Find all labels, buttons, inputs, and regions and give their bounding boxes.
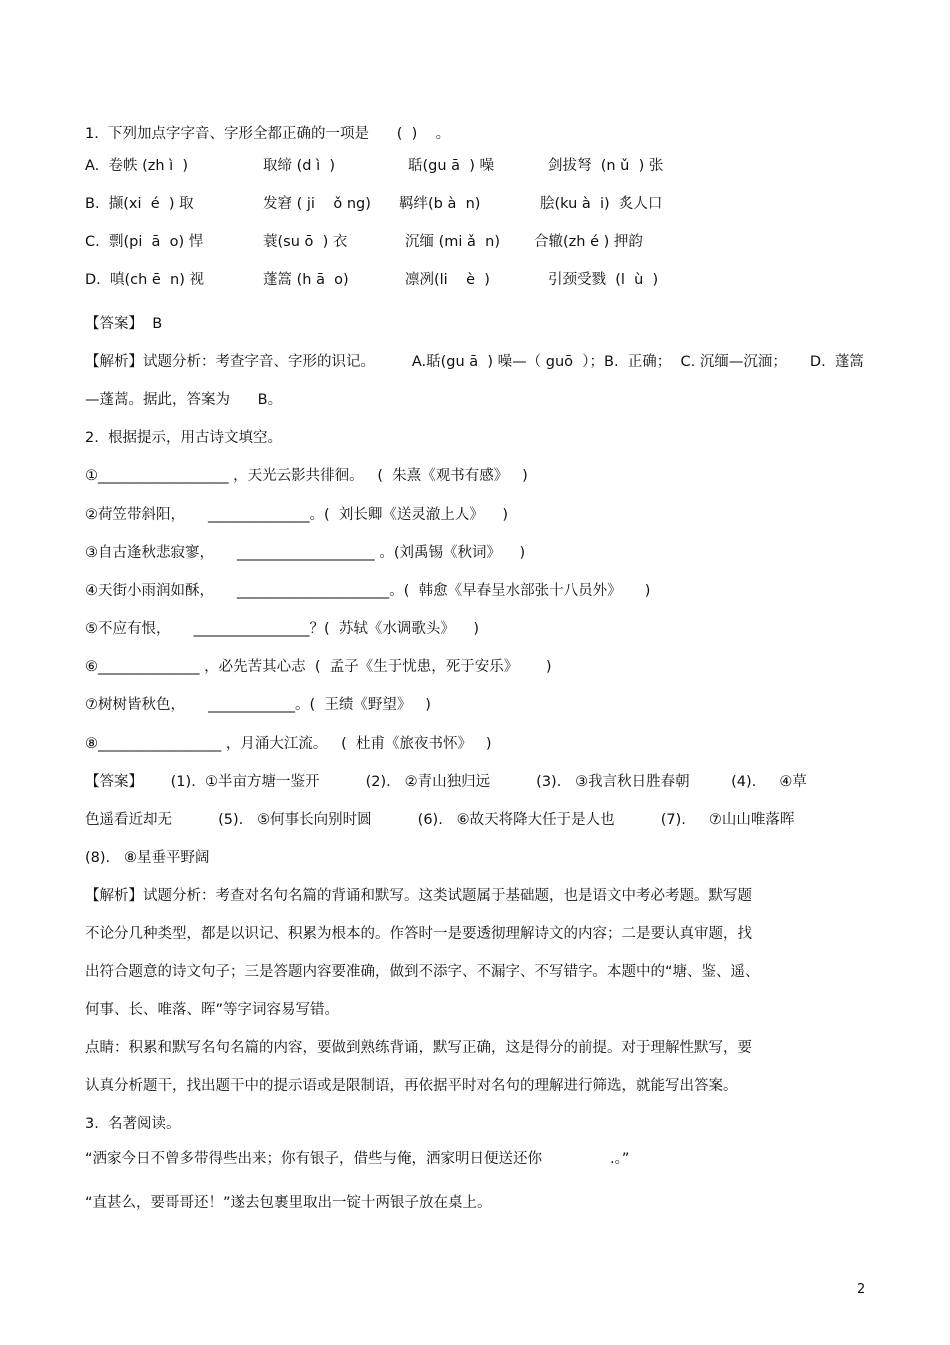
q1-option-c-col4: 合辙(zh é ) 押韵 bbox=[534, 234, 643, 250]
q2-tip-line-2: 认真分析题干，找出题干中的提示语或是限制语，再依据平时对名句的理解进行筛选，就能写出答案。 bbox=[85, 1078, 738, 1094]
q1-option-b-col4: 脍(ku à i) 炙人口 bbox=[540, 196, 663, 212]
q2-analysis-line-4: 何事、长、唯落、晖”等字词容易写错。 bbox=[85, 1002, 340, 1018]
q1-option-a-col2: 取缔 (d ì ) bbox=[263, 158, 335, 174]
q1-option-d-col3: 凛冽(li è ) bbox=[405, 272, 490, 288]
q1-option-a-col1: A. 卷帙 (zh ì ) bbox=[85, 158, 189, 174]
q1-analysis-line-2: —蓬蒿。据此，答案为 B。 bbox=[85, 392, 283, 408]
q2-stem: 2. 根据提示，用古诗文填空。 bbox=[85, 430, 283, 446]
q2-analysis-line-3: 出符合题意的诗文句子；三是答题内容要准确，做到不添字、不漏字、不写错字。本题中的“塘、鉴、遥、 bbox=[85, 964, 760, 980]
q1-option-b-col1: B. 撷(xi é ) 取 bbox=[85, 196, 194, 212]
q2-blank-item-6: ⑥______________ ，必先苦其心志 ( 孟子《生于忧患，死于安乐》 ) bbox=[85, 659, 552, 675]
q3-passage-line-1: “洒家今日不曾多带得些出来；你有银子，借些与俺，洒家明日便送还你 bbox=[85, 1151, 543, 1167]
q1-stem: 1. 下列加点字字音、字形全都正确的一项是 ( ) 。 bbox=[85, 126, 451, 142]
q2-analysis-line-1: 【解析】试题分析：考查对名句名篇的背诵和默写。这类试题属于基础题，也是语文中考必考题。默写题 bbox=[85, 888, 752, 904]
q1-option-d-col4: 引颈受戮 (l ù ) bbox=[548, 272, 659, 288]
q1-option-d-col2: 蓬篙 (h ā o) bbox=[263, 272, 349, 288]
q1-analysis-line-1: 【解析】试题分析：考查字音、字形的识记。 A.聒(gu ā ) 噪—（ guō ）；B. 正确； C. 沉缅—沉湎； D. 蓬篙 bbox=[85, 354, 864, 370]
q2-answer-line-3: (8). ⑧星垂平野阔 bbox=[85, 850, 210, 866]
q2-blank-item-4: ④天街小雨润如酥， _____________________。( 韩愈《早春呈水部张十八员外》 ) bbox=[85, 583, 651, 599]
q1-answer: 【答案】 B bbox=[85, 316, 163, 332]
q1-option-b-col2: 发窘 ( ji ǒ ng) bbox=[263, 196, 371, 212]
q1-option-c-col3: 沉缅 (mi ǎ n) bbox=[405, 234, 500, 250]
q2-blank-item-7: ⑦树树皆秋色， ____________。( 王绩《野望》 ) bbox=[85, 697, 431, 713]
q2-answer-line-2: 色遥看近却无 (5). ⑤何事长向别时圆 (6). ⑥故天将降大任于是人也 (7). ⑦山山唯落晖 bbox=[85, 812, 795, 828]
q1-option-a-col3: 聒(gu ā ) 噪 bbox=[408, 158, 495, 174]
q2-analysis-line-2: 不论分几种类型，都是以识记、积累为根本的。作答时一是要透彻理解诗文的内容；二是要认真审题，找 bbox=[85, 926, 752, 942]
q1-option-d-col1: D. 嗔(ch ē n) 视 bbox=[85, 272, 205, 288]
q2-answer-line-1: 【答案】 (1). ①半亩方塘一鉴开 (2). ②青山独归远 (3). ③我言秋日胜春朝 (4). ④草 bbox=[85, 774, 807, 790]
q1-option-c-col1: C. 剽(pi ā o) 悍 bbox=[85, 234, 204, 250]
q2-blank-item-1: ①__________________ ，天光云影共徘徊。 ( 朱熹《观书有感》 ) bbox=[85, 468, 528, 484]
page-number: 2 bbox=[857, 1282, 866, 1297]
q1-option-b-col3: 羁绊(b à n) bbox=[399, 196, 481, 212]
q2-blank-item-8: ⑧_________________ ，月涌大江流。 ( 杜甫《旅夜书怀》 ) bbox=[85, 736, 492, 752]
q2-tip-line-1: 点睛：积累和默写名句名篇的内容，要做到熟练背诵，默写正确，这是得分的前提。对于理解性默写，要 bbox=[85, 1040, 752, 1056]
q2-blank-item-3: ③自古逢秋悲寂寥， ___________________ 。(刘禹锡《秋词》 ) bbox=[85, 545, 526, 561]
q3-passage-line-2: “直甚么，要哥哥还！”遂去包裹里取出一锭十两银子放在桌上。 bbox=[85, 1195, 492, 1211]
q1-option-c-col2: 蓑(su ō ) 衣 bbox=[263, 234, 348, 250]
q3-passage-line-1-tail: .。” bbox=[610, 1151, 630, 1167]
q2-blank-item-5: ⑤不应有恨， ________________？( 苏轼《水调歌头》 ) bbox=[85, 621, 480, 637]
q2-blank-item-2: ②荷笠带斜阳， ______________。( 刘长卿《送灵澈上人》 ) bbox=[85, 507, 509, 523]
q1-option-a-col4: 剑拔弩 (n ǔ ) 张 bbox=[548, 158, 664, 174]
q3-stem: 3. 名著阅读。 bbox=[85, 1116, 181, 1132]
